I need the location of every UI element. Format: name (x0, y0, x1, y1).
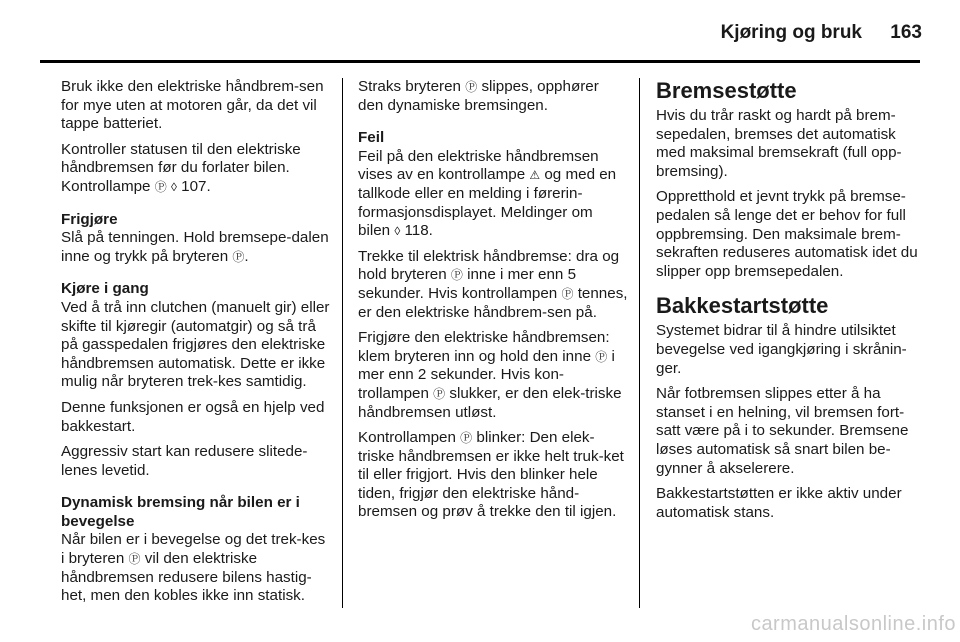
paragraph: Bruk ikke den elektriske håndbrem-sen for mye uten at motoren går, da det vil tappe batteriet. (61, 78, 324, 133)
heading-dynamic-braking: Dynamisk bremsing når bilen er i bevegelse (61, 494, 300, 530)
watermark: carmanualsonline.info (750, 613, 956, 635)
column-3 (656, 78, 926, 529)
heading-drive-off: Kjøre i gang (61, 280, 149, 298)
paragraph: Ved å trå inn clutchen (manuelt gir) eller skifte til kjøregir (automatgir) og så trå på gasspedalen frigjøres den elektriske håndbremsen automatisk. Dette er ikke mulig når bryteren trek-kes samtidig. (61, 298, 330, 391)
parking-brake-icon: Ⓟ (154, 179, 167, 194)
page-header (0, 0, 960, 60)
paragraph: Trekke til elektrisk håndbremse: dra og hold bryteren Ⓟ inne i mer enn 5 sekunder. Hvis kontrollampen Ⓟ tennes, er den elektriske håndbrem-sen på. (358, 247, 628, 321)
parking-brake-icon: Ⓟ (460, 431, 473, 446)
page-ref-icon: ◊ (394, 224, 401, 239)
parking-brake-icon: Ⓟ (450, 268, 463, 283)
paragraph: Bakkestartstøtten er ikke aktiv under automatisk stans. (656, 485, 902, 521)
paragraph: Oppretthold et jevnt trykk på bremse-pedalen så lenge det er behov for full oppbremsing. Den maksimale brem-sekraften reduseres automatisk idet du slipper opp bremsepedalen. (656, 188, 918, 280)
parking-brake-icon: Ⓟ (595, 349, 608, 364)
paragraph: Slå på tenningen. Hold bremsepe-dalen inne og trykk på bryteren Ⓟ. (61, 229, 329, 265)
header-rule (40, 60, 920, 63)
column-divider-2 (639, 78, 640, 608)
paragraph: Når fotbremsen slippes etter å ha stanset i en helning, vil bremsen fort-satt være på i to sekunder. Bremsene løses automatisk så snart bilen be-gynner å akselerere. (656, 385, 909, 477)
heading-fault: Feil (358, 129, 385, 147)
warning-lamp-icon: ⚠ (529, 168, 541, 183)
column-2 (358, 78, 628, 529)
parking-brake-icon: Ⓟ (232, 249, 245, 264)
section-title: Kjøring og bruk (720, 22, 862, 43)
page-ref-icon: ◊ (170, 179, 177, 194)
paragraph: Systemet bidrar til å hindre utilsiktet bevegelse ved igangkjøring i skrånin-ger. (656, 322, 907, 377)
paragraph: Feil på den elektriske håndbremsen vises av en kontrollampe ⚠ og med en tallkode eller en melding i førerin-formasjonsdisplayet. Meldinger om bilen ◊ 118. (358, 147, 617, 240)
paragraph: Denne funksjonen er også en hjelp ved bakkestart. (61, 398, 325, 435)
paragraph: Frigjøre den elektriske håndbremsen: klem bryteren inn og hold den inne Ⓟ i mer enn 2 sekunder. Hvis kon-trollampen Ⓟ slukker, er den elek-triske håndbremsen utløst. (358, 329, 622, 421)
heading-hill-start-assist: Bakkestartstøtte (656, 293, 829, 319)
paragraph: Når bilen er i bevegelse og det trek-kes i bryteren Ⓟ vil den elektriske håndbremsen redusere bilens hastig-het, men den kobles ikke inn statisk. (61, 531, 326, 605)
heading-brake-assist: Bremsestøtte (656, 78, 797, 103)
paragraph: Hvis du trår raskt og hardt på brem-sepedalen, bremses det automatisk med maksimal bremsekraft (full opp-bremsing). (656, 107, 902, 180)
column-1 (61, 78, 331, 613)
column-divider-1 (342, 78, 343, 608)
parking-brake-icon: Ⓟ (465, 80, 478, 94)
paragraph: Kontrollampen Ⓟ blinker: Den elek-triske håndbremsen er ikke helt truk-ket til eller frigjort. Hvis den blinker hele tiden, frigjør den elektriske hånd-bremsen og prøv å trekke den til igjen. (358, 429, 624, 521)
parking-brake-icon: Ⓟ (561, 286, 574, 301)
heading-release: Frigjøre (61, 210, 118, 228)
paragraph: Straks bryteren Ⓟ slippes, opphører den dynamiske bremsingen. (358, 78, 599, 114)
paragraph: Aggressiv start kan redusere slitede-lenes levetid. (61, 443, 308, 479)
parking-brake-icon: Ⓟ (128, 552, 141, 567)
paragraph: Kontroller statusen til den elektriske håndbremsen før du forlater bilen. Kontrollampe Ⓟ ◊ 107. (61, 140, 301, 195)
parking-brake-icon: Ⓟ (433, 386, 446, 401)
page-number: 163 (890, 22, 922, 43)
